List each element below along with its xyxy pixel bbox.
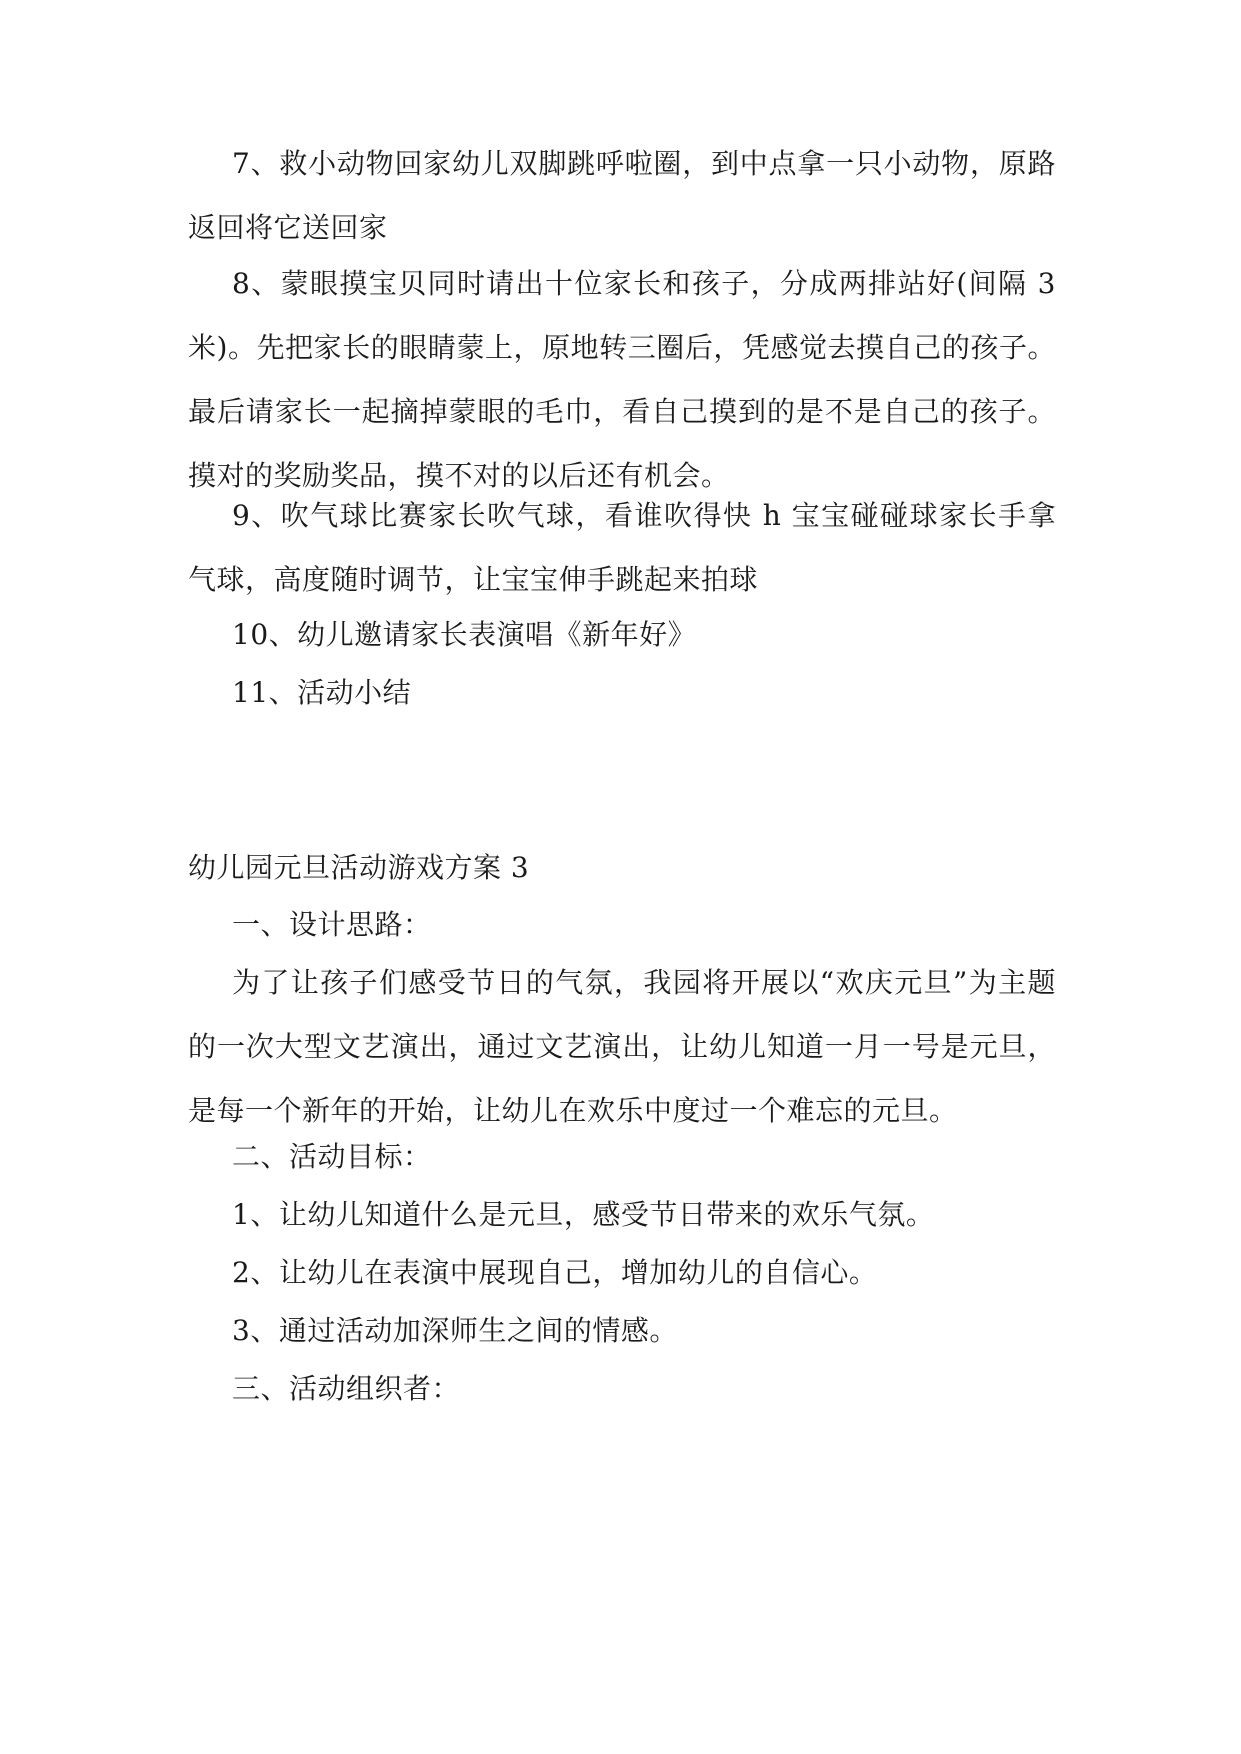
paragraph-item-10: 10、幼儿邀请家长表演唱《新年好》 [232,618,697,651]
paragraph-item-7: 7、救小动物回家幼儿双脚跳呼啦圈，到中点拿一只小动物，原路返回将它送回家 [188,147,1056,244]
goal-item-2: 2、让幼儿在表演中展现自己，增加幼儿的自信心。 [232,1256,878,1289]
goal-item-1: 1、让幼儿知道什么是元旦，感受节日带来的欢乐气氛。 [232,1198,935,1231]
paragraph-item-9: 9、吹气球比赛家长吹气球，看谁吹得快 h 宝宝碰碰球家长手拿气球，高度随时调节，让宝宝伸手跳起来拍球 [188,499,1056,596]
section-title: 幼儿园元旦活动游戏方案 3 [188,851,530,884]
heading-activity-goals: 二、活动目标： [232,1140,432,1173]
heading-design-idea: 一、设计思路： [232,908,432,941]
paragraph-item-8: 8、蒙眼摸宝贝同时请出十位家长和孩子，分成两排站好(间隔 3 米)。先把家长的眼睛蒙上，原地转三圈后，凭感觉去摸自己的孩子。最后请家长一起摘掉蒙眼的毛巾，看自己摸到的是不是自己的孩子。摸对的奖励奖品，摸不对的以后还有机会。 [188,267,1056,492]
paragraph-item-11: 11、活动小结 [232,676,412,709]
heading-organizers: 三、活动组织者： [232,1372,461,1405]
goal-item-3: 3、通过活动加深师生之间的情感。 [232,1314,678,1347]
paragraph-design-idea: 为了让孩子们感受节日的气氛，我园将开展以“欢庆元旦”为主题的一次大型文艺演出，通过文艺演出，让幼儿知道一月一号是元旦，是每一个新年的开始，让幼儿在欢乐中度过一个难忘的元旦。 [188,966,1056,1127]
